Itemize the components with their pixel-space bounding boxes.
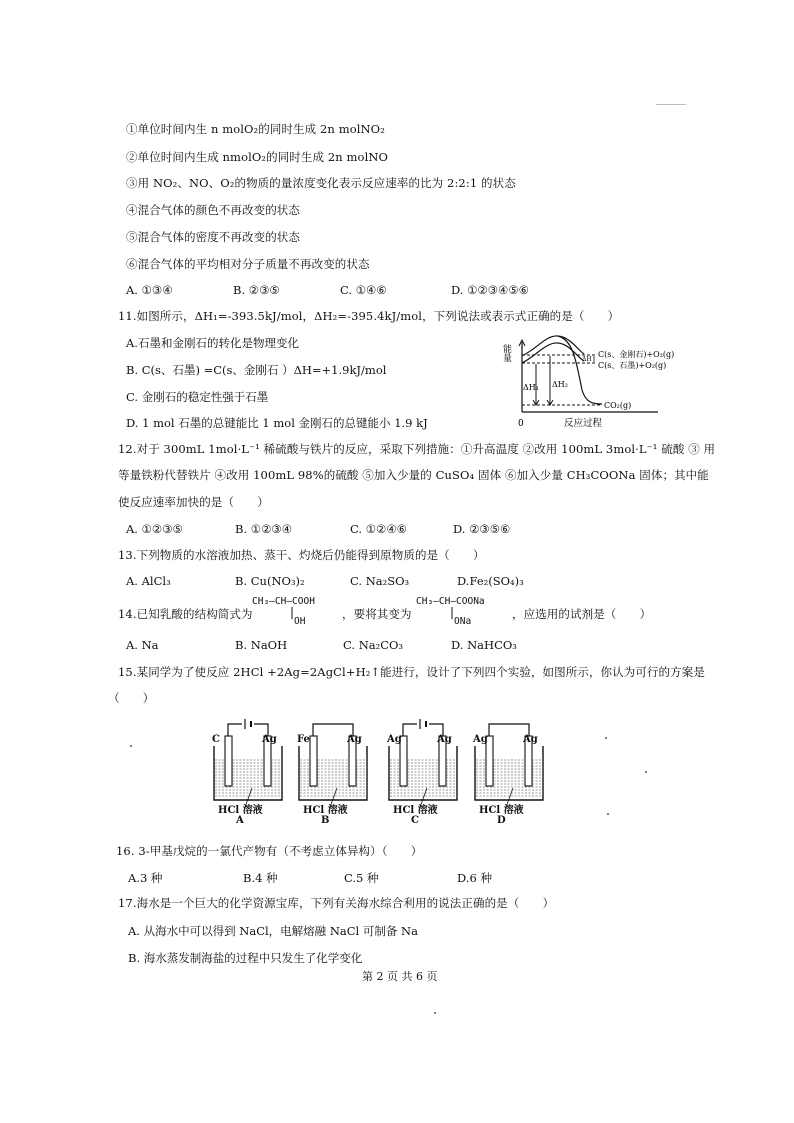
cell-left-electrode-label: Ag: [387, 734, 402, 745]
q10-option-a[interactable]: A. ①③④: [126, 283, 173, 297]
diagram-line1-label: C(s、金刚石)+O₂(g): [598, 350, 675, 359]
diagram-x-label: 反应过程: [564, 418, 603, 429]
q13-option-c[interactable]: C. Na₂SO₃: [350, 574, 410, 588]
q11-stem: 11.如图所示，ΔH₁=-393.5kJ/mol，ΔH₂=-395.4kJ/mol，下列说法或表示式正确的是（ ）: [118, 309, 620, 323]
q16-option-a[interactable]: A.3 种: [128, 871, 163, 885]
q10-item-1: ①单位时间内生 n molO₂的同时生成 2n molNO₂: [126, 122, 385, 136]
diagram-line3-label: CO₂(g): [604, 401, 632, 410]
q14-option-c[interactable]: C. Na₂CO₃: [343, 638, 404, 652]
q10-item-5: ⑤混合气体的密度不再改变的状态: [126, 230, 300, 244]
diagram-dh-label: ΔH: [582, 356, 592, 363]
q12-option-a[interactable]: A. ①②③⑤: [126, 522, 183, 536]
diagram-dh2-label: ΔH₂: [552, 380, 568, 389]
q17-option-b[interactable]: B. 海水蒸发制海盐的过程中只发生了化学变化: [128, 951, 363, 965]
q13-stem: 13.下列物质的水溶液加热、蒸干、灼烧后仍能得到原物质的是（ ）: [118, 548, 485, 562]
energy-diagram: [498, 330, 698, 435]
q15-line-2: （ ）: [108, 691, 155, 705]
cell-solution-label: HCl 溶液: [303, 805, 348, 816]
q12-line-1: 12.对于 300mL 1mol·L⁻¹ 稀硫酸与铁片的反应，采取下列措施：①升高温度 ②改用 100mL 3mol·L⁻¹ 硫酸 ③ 用: [118, 442, 716, 456]
q11-option-c[interactable]: C. 金刚石的稳定性强于石墨: [126, 390, 269, 404]
scan-speck: [656, 104, 686, 105]
q14-stem-c: ，应选用的试剂是（ ）: [512, 607, 652, 621]
q11-option-b[interactable]: B. C(s、石墨) =C(s、金刚石 ）ΔH=+1.9kJ/mol: [126, 363, 387, 377]
scan-speck: [605, 737, 607, 739]
q10-option-c[interactable]: C. ①④⑥: [340, 283, 387, 297]
cell-letter-label: D: [497, 815, 506, 826]
q14-stem-a: 14.已知乳酸的结构简式为: [118, 607, 253, 621]
q12-option-c[interactable]: C. ①②④⑥: [350, 522, 407, 536]
q14-option-b[interactable]: B. NaOH: [235, 638, 288, 652]
q14-option-d[interactable]: D. NaHCO₃: [451, 638, 517, 652]
q10-option-d[interactable]: D. ①②③④⑤⑥: [451, 283, 529, 297]
cell-solution-label: HCl 溶液: [393, 805, 438, 816]
diagram-origin: 0: [518, 419, 524, 429]
q16-option-d[interactable]: D.6 种: [457, 871, 492, 885]
cell-letter-label: C: [411, 815, 419, 826]
lactic-acid-bond: [290, 607, 294, 619]
q10-item-4: ④混合气体的颜色不再改变的状态: [126, 203, 300, 217]
sodium-lactate-structure-top: CH₃—CH—COONa: [416, 596, 485, 607]
q13-option-b[interactable]: B. Cu(NO₃)₂: [235, 574, 305, 588]
q12-line-2: 等量铁粉代替铁片 ④改用 100mL 98%的硫酸 ⑤加入少量的 CuSO₄ 固体 ⑥加入少量 CH₃COONa 固体；其中能: [118, 468, 709, 482]
lactic-acid-structure-bottom: OH: [294, 616, 306, 627]
q17-stem: 17.海水是一个巨大的化学资源宝库，下列有关海水综合利用的说法正确的是（ ）: [118, 896, 555, 910]
scan-speck: [434, 1012, 436, 1014]
scan-speck: [607, 813, 609, 815]
q16-option-c[interactable]: C.5 种: [344, 871, 379, 885]
cell-right-electrode-label: Ag: [347, 734, 362, 745]
q10-item-6: ⑥混合气体的平均相对分子质量不再改变的状态: [126, 257, 370, 271]
q10-item-3: ③用 NO₂、NO、O₂的物质的量浓度变化表示反应速率的比为 2:2:1 的状态: [126, 176, 516, 190]
q12-option-b[interactable]: B. ①②③④: [235, 522, 293, 536]
q10-option-b[interactable]: B. ②③⑤: [233, 283, 280, 297]
cell-letter-label: B: [321, 815, 330, 826]
page-number: 第 2 页 共 6 页: [362, 970, 438, 983]
scan-speck: [645, 771, 647, 773]
diagram-y-label: 能量: [501, 344, 511, 362]
diagram-line2-label: C(s、石墨)+O₂(g): [598, 361, 667, 370]
lactic-acid-structure-top: CH₃—CH—COOH: [252, 596, 315, 607]
cell-solution-label: HCl 溶液: [218, 805, 263, 816]
q13-option-d[interactable]: D.Fe₂(SO₄)₃: [457, 574, 524, 588]
sodium-lactate-bond: [450, 607, 454, 619]
q14-stem-b: ，要将其变为: [342, 607, 412, 621]
cell-left-electrode-label: Fe: [297, 734, 310, 745]
q12-line-3: 使反应速率加快的是（ ）: [118, 495, 269, 509]
cell-right-electrode-label: Ag: [437, 734, 452, 745]
q16-stem: 16. 3-甲基戊烷的一氯代产物有（不考虑立体异构）（ ）: [116, 844, 423, 858]
q12-option-d[interactable]: D. ②③⑤⑥: [453, 522, 511, 536]
q17-option-a[interactable]: A. 从海水中可以得到 NaCl，电解熔融 NaCl 可制备 Na: [128, 924, 418, 938]
q16-option-b[interactable]: B.4 种: [243, 871, 278, 885]
q15-line-1: 15.某同学为了使反应 2HCl +2Ag=2AgCl+H₂↑能进行，设计了下列四个实验，如图所示，你认为可行的方案是: [118, 665, 705, 679]
q11-option-a[interactable]: A.石墨和金刚石的转化是物理变化: [126, 336, 299, 350]
q10-item-2: ②单位时间内生成 nmolO₂的同时生成 2n molNO: [126, 150, 389, 164]
scan-speck: [130, 745, 132, 747]
cell-right-electrode-label: Ag: [523, 734, 538, 745]
cell-left-electrode-label: Ag: [473, 734, 488, 745]
sodium-lactate-structure-bottom: ONa: [454, 616, 472, 627]
q13-option-a[interactable]: A. AlCl₃: [126, 574, 171, 588]
diagram-dh1-label: ΔH₁: [523, 383, 539, 392]
q11-option-d[interactable]: D. 1 mol 石墨的总键能比 1 mol 金刚石的总键能小 1.9 kJ: [126, 416, 428, 430]
cell-letter-label: A: [236, 815, 244, 826]
cell-solution-label: HCl 溶液: [479, 805, 524, 816]
q14-option-a[interactable]: A. Na: [126, 638, 159, 652]
cell-right-electrode-label: Ag: [262, 734, 277, 745]
cell-left-electrode-label: C: [212, 734, 220, 745]
